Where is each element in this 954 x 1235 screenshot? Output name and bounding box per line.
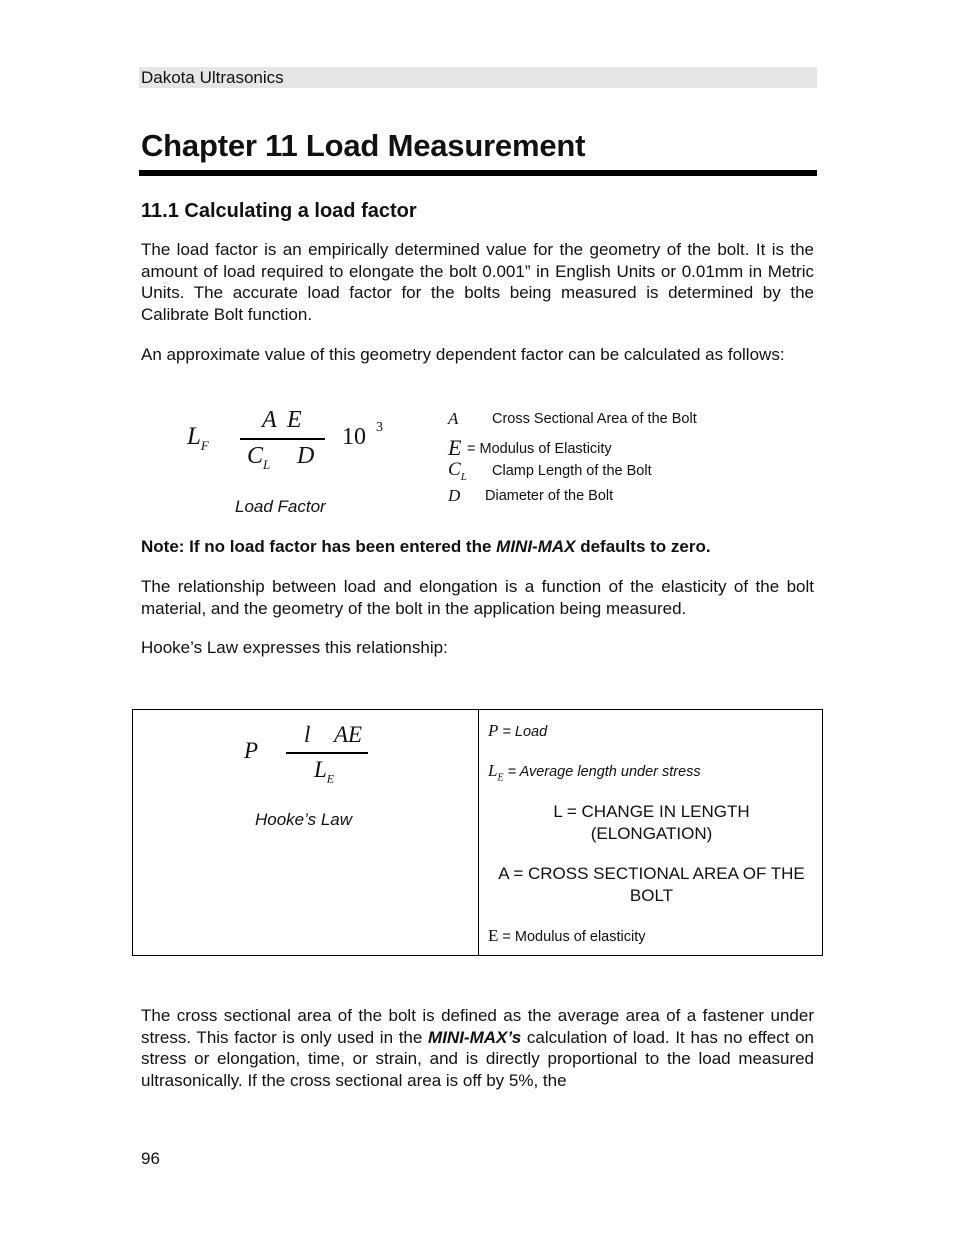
p5-text-before: The cross sectional area of the bolt is defined as the average area of a fastener under stress. This factor is only used in the — [141, 1006, 814, 1047]
legend-modulus — [488, 926, 645, 946]
legend-text-d: Diameter of the Bolt — [485, 488, 614, 504]
legend-text-cl: Clamp Length of the Bolt — [492, 463, 652, 479]
legend-symbol-d: D — [448, 486, 461, 505]
p5-text-after: calculation of load. It has no effect on stress or elongation, time, or strain, and is directly proportional to the load measured ultrasonically. If the cross sectional area is off by 5%, the — [141, 1027, 814, 1090]
formula-numerator-a: A — [262, 407, 277, 433]
legend-text-p: = Load — [502, 724, 548, 740]
legend-average-length — [488, 761, 701, 783]
formula-exponent: 3 — [376, 420, 383, 435]
note-product-name: MINI-MAX — [496, 537, 576, 556]
chapter-rule — [139, 170, 817, 176]
legend-text-l: L = CHANGE IN LENGTH (ELONGATION) — [553, 802, 750, 843]
legend-symbol-a: A — [448, 409, 459, 428]
legend-symbol-le: $L_E$ — [488, 761, 504, 784]
fraction-bar — [240, 438, 325, 440]
note-load-factor-default — [141, 536, 814, 558]
running-header: Dakota Ultrasonics — [139, 67, 817, 88]
load-factor-formula — [185, 405, 415, 485]
p5-product-name: MINI-MAX’s — [428, 1027, 522, 1047]
legend-change-in-length — [479, 801, 824, 845]
load-factor-legend — [447, 409, 777, 509]
legend-symbol-e: E — [448, 435, 462, 460]
hooke-fraction-bar — [286, 752, 368, 754]
hooke-numerator-ae: AE — [334, 722, 363, 747]
legend-text-a: A = CROSS SECTIONAL AREA OF THE BOLT — [498, 864, 805, 905]
formula-denominator-c: $C_L$ — [247, 443, 271, 472]
hooke-denominator: $L_E$ — [314, 757, 335, 786]
legend-load — [488, 721, 547, 741]
hookes-law-formula-cell — [133, 710, 479, 956]
legend-text-a: Cross Sectional Area of the Bolt — [492, 411, 697, 427]
hooke-lhs: P — [244, 738, 259, 763]
paragraph-approximate-value: An approximate value of this geometry dependent factor can be calculated as follows: — [141, 345, 785, 364]
paragraph-hookes-law-intro: Hooke’s Law expresses this relationship: — [141, 638, 448, 657]
paragraph-cross-sectional-area — [141, 1005, 814, 1091]
paragraph-load-elongation: The relationship between load and elongation is a function of the elasticity of the bolt material, and the geometry of the bolt in the application being measured. — [141, 577, 814, 618]
legend-symbol-p: P — [488, 721, 499, 740]
legend-text-e-hooke: = Modulus of elasticity — [502, 929, 646, 945]
hookes-law-legend-cell — [479, 710, 823, 956]
formula-multiplier: 10 — [342, 424, 366, 450]
formula-denominator-d: D — [297, 443, 315, 469]
legend-text-le: = Average length under stress — [507, 764, 701, 780]
paragraph-load-factor-definition: The load factor is an empirically determined value for the geometry of the bolt. It is the amount of load required to elongate the bolt 0.001” in English Units or 0.01mm in Metric Units. The accurate load factor for the bolts being measured is determined by the Calibrate Bolt function. — [141, 240, 814, 324]
formula-lhs: $L_F$ — [187, 423, 209, 453]
legend-symbol-e-hooke: E — [488, 926, 499, 945]
hookes-law-caption: Hooke’s Law — [255, 810, 353, 829]
section-title: 11.1 Calculating a load factor — [141, 200, 417, 222]
legend-text-e: = Modulus of Elasticity — [467, 441, 612, 457]
note-text-before: Note: If no load factor has been entered the — [141, 537, 497, 556]
hooke-numerator-l: l — [304, 722, 311, 747]
hookes-law-table — [132, 709, 823, 956]
chapter-title: Chapter 11 Load Measurement — [141, 128, 586, 163]
load-factor-caption: Load Factor — [235, 497, 326, 516]
formula-numerator-e: E — [287, 407, 302, 433]
legend-cross-sectional-area — [479, 863, 824, 907]
note-text-after: defaults to zero. — [575, 537, 711, 556]
legend-symbol-cl: $C_L$ — [448, 459, 467, 483]
page-number: 96 — [141, 1149, 160, 1168]
